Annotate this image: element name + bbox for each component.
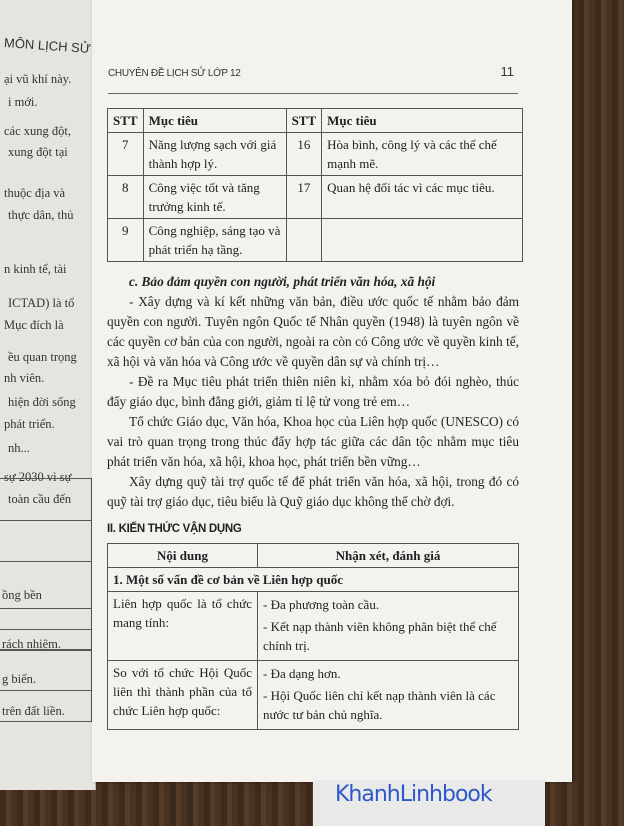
left-page-line: phát triển. bbox=[4, 417, 55, 431]
notes-cell bbox=[258, 661, 519, 730]
table-row bbox=[108, 176, 523, 219]
left-table-cell: g biển. bbox=[2, 672, 37, 686]
left-table-row bbox=[0, 690, 92, 722]
left-page-line: i mới. bbox=[8, 95, 38, 109]
paragraph: - Đề ra Mục tiêu phát triển thiên niên kỉ, nhằm xóa bỏ đói nghèo, thúc đẩy giáo dục, bình đẳng giới, giảm tỉ lệ tử vong trẻ em… bbox=[107, 374, 519, 409]
left-page bbox=[0, 0, 96, 790]
table-header-row bbox=[108, 544, 519, 568]
stt-cell bbox=[286, 219, 322, 262]
book-page bbox=[92, 0, 572, 782]
left-page-line: ại vũ khí này. bbox=[4, 72, 72, 86]
left-page-line: toàn cầu đến bbox=[8, 492, 72, 506]
group-row bbox=[108, 568, 519, 592]
group-label: 1. Một số vấn đề cơ bản về Liên hợp quốc bbox=[108, 568, 519, 592]
column-header: Nhận xét, đánh giá bbox=[258, 544, 519, 568]
table-row bbox=[108, 592, 519, 661]
note-line: - Hội Quốc liên chỉ kết nạp thành viên là các nước tư bản chủ nghĩa. bbox=[263, 688, 496, 722]
section-2-heading: II. KIẾN THỨC VẬN DỤNG bbox=[107, 523, 242, 535]
column-header: Nội dung bbox=[108, 544, 258, 568]
stt-cell: 17 bbox=[286, 176, 322, 219]
note-line: - Kết nạp thành viên không phân biệt thể chế chính trị. bbox=[263, 619, 497, 653]
left-table-cell: trên đất liền. bbox=[2, 704, 65, 718]
stt-cell: 9 bbox=[108, 219, 144, 262]
header-divider bbox=[108, 93, 518, 94]
left-page-line: xung đột tại bbox=[8, 145, 68, 159]
table-row bbox=[108, 133, 523, 176]
seller-note bbox=[313, 780, 545, 826]
left-table-row bbox=[0, 520, 92, 562]
left-page-line: n kinh tế, tài bbox=[4, 262, 67, 276]
left-page-line: ều quan trọng bbox=[8, 350, 77, 364]
column-header: STT bbox=[108, 109, 144, 133]
stt-cell: 7 bbox=[108, 133, 144, 176]
notes-cell bbox=[258, 592, 519, 661]
column-header: Mục tiêu bbox=[143, 109, 286, 133]
section-c bbox=[107, 272, 519, 512]
goal-cell: Hòa bình, công lý và các thể chế mạnh mẽ. bbox=[322, 133, 523, 176]
left-table-cell: rách nhiệm. bbox=[2, 637, 62, 651]
page-number: 11 bbox=[500, 64, 514, 79]
content-cell: So với tổ chức Hội Quốc liên thì thành phần của tổ chức Liên hợp quốc: bbox=[108, 661, 258, 730]
left-page-line: ICTAD) là tổ bbox=[8, 296, 75, 310]
paragraph: Xây dựng quỹ tài trợ quốc tế để phát triển văn hóa, xã hội, trong đó có quỹ tài trợ giáo dục, tiêu biểu là Quỹ giáo dục không thể chờ đợi. bbox=[107, 474, 519, 509]
running-header: CHUYÊN ĐỀ LỊCH SỬ LỚP 12 bbox=[108, 68, 241, 79]
stt-cell: 8 bbox=[108, 176, 144, 219]
note-line: - Đa phương toàn cầu. bbox=[263, 597, 380, 612]
note-line: - Đa dạng hơn. bbox=[263, 666, 341, 681]
knowledge-table bbox=[107, 543, 519, 730]
content-cell: Liên hợp quốc là tổ chức mang tính: bbox=[108, 592, 258, 661]
goal-cell: Công nghiệp, sáng tạo và phát triển hạ tầng. bbox=[143, 219, 286, 262]
left-page-line: thuộc địa và bbox=[4, 186, 66, 200]
left-page-line: sự 2030 vì sự bbox=[4, 470, 72, 484]
paragraph: - Xây dựng và kí kết những văn bản, điều ước quốc tế nhằm bảo đảm quyền con người. Tuyên ngôn Quốc tế Nhân quyền (1948) là tuyên ngôn về các quyền cơ bản của con người, ngoài ra còn có Công ước về quyền kinh tế, xã hội và văn hóa và Công ước về quyền dân sự và chính trị… bbox=[107, 294, 519, 369]
column-header: Mục tiêu bbox=[322, 109, 523, 133]
left-table-row bbox=[0, 608, 92, 630]
paragraph: Tổ chức Giáo dục, Văn hóa, Khoa học của Liên hợp quốc (UNESCO) có vai trò quan trọng trong thúc đẩy hợp tác giữa các dân tộc nhằm mục tiêu phát triển văn hóa, xã hội, khoa học, phát triển bền vững… bbox=[107, 414, 519, 469]
left-page-header: MÔN LỊCH SỬ bbox=[3, 34, 92, 57]
left-page-line: nh... bbox=[8, 441, 30, 455]
left-table-cell: ồng bền bbox=[2, 588, 42, 602]
left-page-line: nh viên. bbox=[4, 371, 45, 385]
goal-cell: Năng lượng sạch với giá thành hợp lý. bbox=[143, 133, 286, 176]
handwritten-signature: KhanhLinhbook bbox=[335, 782, 492, 807]
left-page-line: Mục đích là bbox=[4, 318, 64, 332]
page-content bbox=[107, 108, 523, 730]
left-page-line: hiện đời sống bbox=[8, 395, 76, 409]
table-row bbox=[108, 661, 519, 730]
table-header-row bbox=[108, 109, 523, 133]
table-row bbox=[108, 219, 523, 262]
goal-cell: Quan hệ đối tác vì các mục tiêu. bbox=[322, 176, 523, 219]
stt-cell: 16 bbox=[286, 133, 322, 176]
column-header: STT bbox=[286, 109, 322, 133]
left-page-line: các xung đột, bbox=[4, 124, 71, 138]
left-page-line: thực dân, thủ bbox=[8, 208, 74, 222]
goals-table bbox=[107, 108, 523, 262]
goal-cell: Công việc tốt và tăng trưởng kinh tế. bbox=[143, 176, 286, 219]
goal-cell bbox=[322, 219, 523, 262]
section-c-heading: c. Bảo đảm quyền con người, phát triển văn hóa, xã hội bbox=[129, 274, 436, 289]
